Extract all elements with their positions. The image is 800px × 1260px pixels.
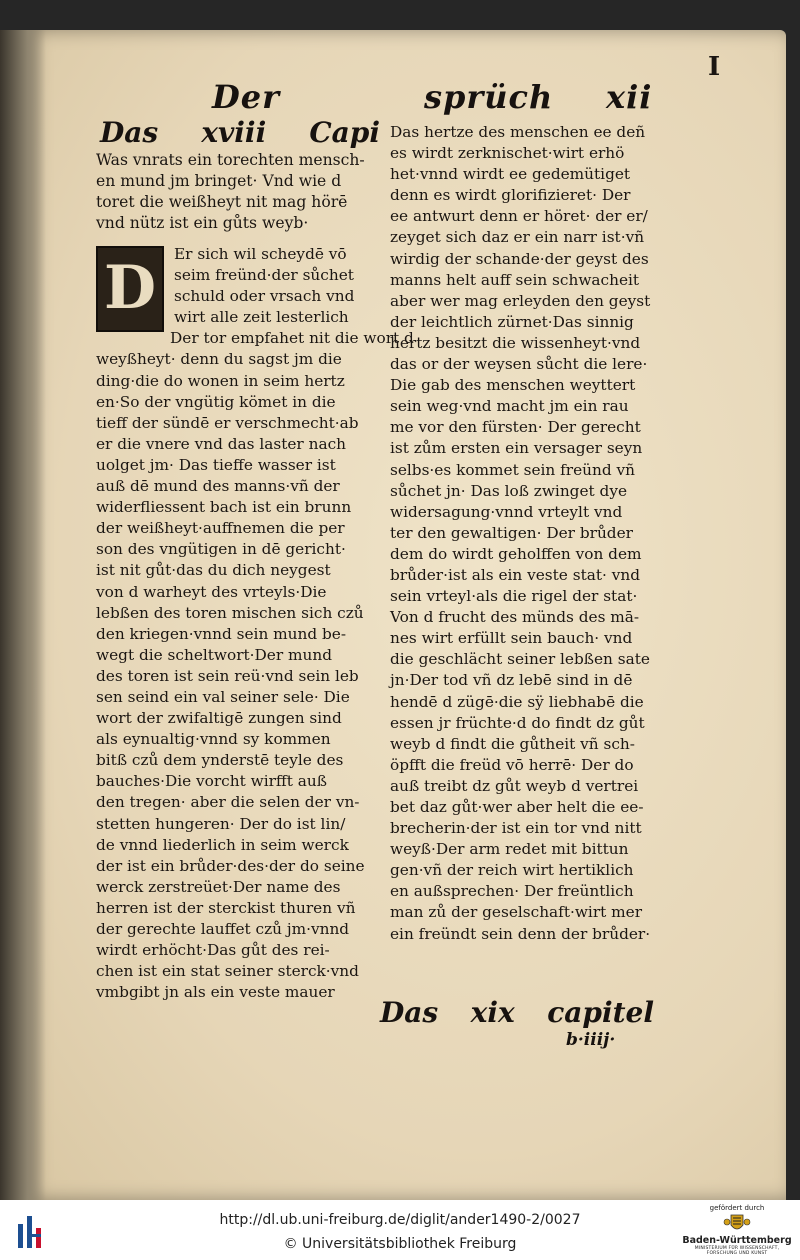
summary-line: vnd nütz ist ein gůts weyb· [96,214,309,233]
text-line: des toren ist sein reü·vnd sein leb [96,666,359,685]
text-line: auß treibt dz gůt weyb d vertrei [390,776,639,795]
text-line: aber wer mag erleyden den geyst [390,291,651,310]
text-line: uolget jm· Das tieffe wasser ist [96,455,336,474]
text-line: me vor den fürsten· Der gerecht [390,418,641,437]
chapter-heading-word: Capi [309,116,380,149]
text-line: von d warheyt des vrteyls·Die [96,582,327,601]
text-line: wirdig der schande·der geyst des [390,249,649,268]
text-line: hertz besitzt die wissenheyt·vnd [390,333,641,352]
copyright-notice: © Universitätsbibliothek Freiburg [283,1236,517,1252]
running-head-folio: xii [606,78,653,116]
text-line: der gerechte lauffet czů jm·vnnd [96,920,350,938]
text-line: widersagung·vnnd vrteylt vnd [390,502,623,521]
text-line: de vnnd liederlich in seim werck [96,835,349,854]
text-line: ist zům ersten ein versager seyn [390,439,643,458]
text-line: sen seind ein val seiner sele· Die [96,687,350,706]
funder-name: Baden-Württemberg [682,1235,792,1246]
coat-of-arms-icon [720,1213,754,1235]
chapter-heading-word: Das [100,116,159,149]
text-line: öpfft die freüd vō herrē· Der do [390,755,634,774]
next-chapter-word: capitel [547,996,654,1029]
text-line: Die gab des menschen weyttert [390,376,636,395]
text-line: denn es wirdt glorifizieret· Der [390,186,631,205]
text-line: bauches·Die vorcht wirfft auß [96,772,327,791]
text-line: ein freündt sein denn der brůder· [390,924,651,943]
text-line: dem do wirdt geholffen von dem [390,544,642,563]
text-line: der ist ein brůder·des·der do seine [96,856,365,875]
text-line: sein weg·vnd macht jm ein rau [390,397,629,416]
text-line: wegt die scheltwort·Der mund [96,645,333,664]
text-line: lebßen des toren mischen sich czů [96,603,364,622]
text-line: wirdt erhöcht·Das gůt des rei- [96,941,330,960]
summary-line: toret die weißheyt nit mag hörē [96,193,348,212]
text-line: brůder·ist als ein veste stat· vnd [390,565,640,584]
text-line: manns helt auff sein schwacheit [390,270,640,289]
text-line: en außsprechen· Der freüntlich [390,882,634,901]
funder-label: gefördert durch [709,1204,765,1212]
folio-mark: I [708,52,721,82]
text-line: ter den gewaltigen· Der brůder [390,523,633,542]
text-line: en·So der vngütig kömet in die [96,392,336,411]
text-line: hendē d zügē·die sÿ liebhabē die [390,692,644,711]
text-line: jn·Der tod vñ dz lebē sind in dē [390,671,633,690]
text-line: nes wirt erfüllt sein bauch· vnd [390,629,633,648]
text-line: Das hertze des menschen ee deñ [390,123,646,141]
text-line: als eynualtig·vnnd sy kommen [96,730,331,749]
text-line: ee antwurt denn er höret· der er/ [390,207,648,226]
signature-mark: b·iiij· [566,1030,616,1050]
text-line: werck zerstreüet·Der name des [96,877,341,896]
viewer-footer [0,1200,800,1260]
text-line: Der tor empfahet nit die wort d [170,329,414,348]
text-line: den kriegen·vnnd sein mund be- [96,624,347,643]
text-line: widerfliessent bach ist ein brunn [96,498,352,517]
text-line: bitß czů dem ynderstē teyle des [96,751,344,770]
chapter-heading [100,116,380,149]
text-line: essen jr früchte·d do findt dz gůt [390,713,645,732]
text-line: bet daz gůt·wer aber helt die ee- [390,798,644,816]
next-chapter-heading [380,996,654,1029]
text-line: Er sich wil scheydē vō [174,245,347,263]
text-line: es wirdt zerknischet·wirt erhö [390,144,625,163]
text-line: stetten hungeren· Der do ist lin/ [96,814,346,833]
text-line: son des vngütigen in dē gericht· [96,540,346,559]
funder-logo [682,1204,792,1256]
right-text-column [390,122,662,945]
text-line: man zů der geselschaft·wirt mer [390,903,643,922]
text-line: den tregen· aber die selen der vn- [96,793,360,812]
text-line: schuld oder vrsach vnd [174,287,355,306]
text-line: die geschlächt seiner lebßen sate [390,650,650,669]
text-line: zeyget sich daz er ein narr ist·vñ [390,228,645,247]
text-line: wirt alle zeit lesterlich [174,308,349,327]
text-line: vmbgibt jn als ein veste mauer [96,983,335,1002]
text-line: seim freünd·der sůchet [174,266,354,285]
text-line: chen ist ein stat seiner sterck·vnd [96,962,359,981]
text-line: herren ist der sterckist thuren vñ [96,898,356,917]
text-line: het·vnnd wirdt ee gedemütiget [390,165,631,184]
text-line: Von d frucht des münds des mā- [390,608,640,627]
text-line: tieff der sündē er verschmecht·ab [96,413,359,432]
summary-line: Was vnrats ein torechten mensch- [96,151,365,169]
summary-line: en mund jm bringet· Vnd wie d [96,172,342,191]
decorated-initial: D [96,246,164,332]
text-line: selbs·es kommet sein freünd vñ [390,460,636,479]
chapter-summary [96,150,378,234]
text-line: ding·die do wonen in seim hertz [96,371,345,390]
text-line: wort der zwifaltigē zungen sind [96,709,342,728]
text-line: auß dē mund des manns·vñ der [96,477,340,496]
left-text-column [96,244,414,1003]
text-line: weyß·Der arm redet mit bittun [390,840,629,859]
text-line: weyßheyt· denn du sagst jm die [96,350,342,369]
running-head-middle: sprüch [424,78,554,116]
text-line: sůchet jn· Das loß zwinget dye [390,481,628,500]
next-chapter-word: xix [470,996,515,1029]
next-chapter-word: Das [380,996,439,1029]
text-line: der weißheyt·auffnemen die per [96,519,345,538]
running-head-left: Der [212,78,280,116]
text-line: er die vnere vnd das laster nach [96,434,347,453]
text-line: brecherin·der ist ein tor vnd nitt [390,819,642,838]
text-line: weyb d findt die gůtheit vñ sch- [390,734,635,753]
text-line: ist nit gůt·das du dich neygest [96,561,331,580]
text-line: sein vrteyl·als die rigel der stat· [390,587,638,606]
text-line: das or der weysen sůcht die lere· [390,355,648,374]
text-line: gen·vñ der reich wirt hertiklich [390,861,634,880]
page-gutter-shadow [0,30,46,1200]
permalink-url[interactable]: http://dl.ub.uni-freiburg.de/diglit/ander1490-2/0027 [219,1212,581,1228]
funder-ministry: MINISTERIUM FÜR WISSENSCHAFT, FORSCHUNG UND KUNST [694,1246,780,1256]
text-line: der leichtlich zürnet·Das sinnig [390,312,634,331]
chapter-heading-word: xviii [201,116,267,149]
